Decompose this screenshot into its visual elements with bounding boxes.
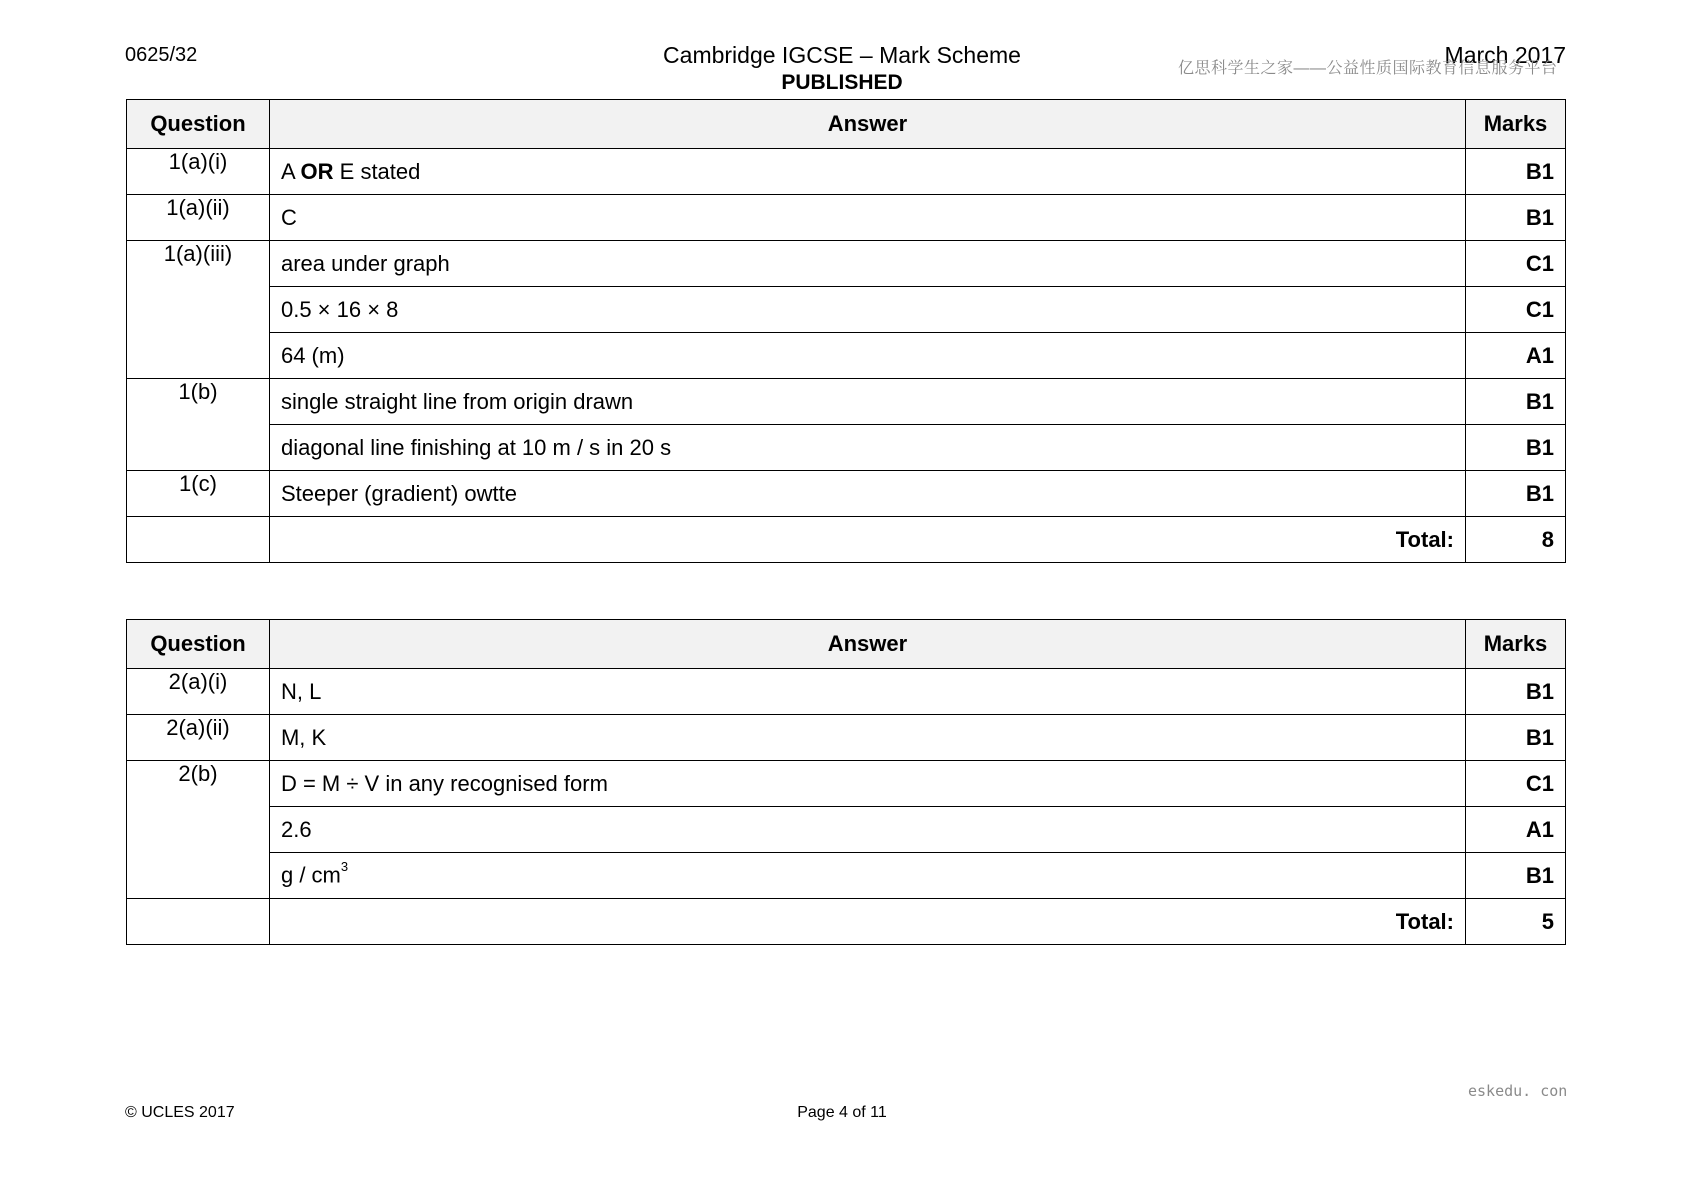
empty-cell (127, 899, 270, 945)
table-row (127, 471, 1566, 517)
question-number: 2(b) (127, 761, 270, 899)
table-header-row (127, 620, 1566, 669)
answer-cell (269, 149, 1465, 195)
answer-cell: Steeper (gradient) owtte (269, 471, 1465, 517)
table-row (127, 379, 1566, 425)
empty-cell (127, 517, 270, 563)
total-label: Total: (269, 899, 1465, 945)
document-title: Cambridge IGCSE – Mark Scheme (663, 42, 1021, 68)
answer-cell: C (269, 195, 1465, 241)
table-row (127, 807, 1566, 853)
column-header-question: Question (127, 100, 270, 149)
question-number: 1(b) (127, 379, 270, 471)
table-header-row (127, 100, 1566, 149)
watermark-site: eskedu. con (1468, 1082, 1568, 1100)
total-row (127, 899, 1566, 945)
table-row (127, 287, 1566, 333)
marks-cell: B1 (1466, 669, 1566, 715)
table-row (127, 853, 1566, 899)
question-number: 1(a)(i) (127, 149, 270, 195)
mark-scheme-table-1 (126, 99, 1566, 563)
marks-cell: B1 (1466, 379, 1566, 425)
answer-emphasis: OR (300, 158, 334, 184)
marks-cell: B1 (1466, 195, 1566, 241)
marks-cell: B1 (1466, 149, 1566, 195)
marks-cell: C1 (1466, 761, 1566, 807)
answer-cell: area under graph (269, 241, 1465, 287)
column-header-question: Question (127, 620, 270, 669)
paper-code: 0625/32 (125, 44, 198, 66)
column-header-marks: Marks (1466, 620, 1566, 669)
table-row (127, 425, 1566, 471)
question-number: 1(a)(ii) (127, 195, 270, 241)
table-row (127, 333, 1566, 379)
marks-cell: C1 (1466, 241, 1566, 287)
answer-cell: M, K (269, 715, 1465, 761)
answer-cell (269, 853, 1465, 899)
column-header-marks: Marks (1466, 100, 1566, 149)
marks-cell: B1 (1466, 853, 1566, 899)
superscript: 3 (340, 859, 349, 875)
marks-cell: A1 (1466, 333, 1566, 379)
column-header-answer: Answer (269, 100, 1465, 149)
answer-text: g / cm (280, 862, 341, 888)
total-label: Total: (269, 517, 1465, 563)
table-row (127, 761, 1566, 807)
table-row (127, 241, 1566, 287)
answer-cell: diagonal line finishing at 10 m / s in 20 s (269, 425, 1465, 471)
answer-cell: 0.5 × 16 × 8 (269, 287, 1465, 333)
page-number: Page 4 of 11 (797, 1104, 887, 1121)
column-header-answer: Answer (269, 620, 1465, 669)
table-row (127, 195, 1566, 241)
watermark-text: 亿思科学生之家——公益性质国际教育信息服务平台 (1178, 60, 1558, 77)
question-number: 2(a)(ii) (127, 715, 270, 761)
marks-cell: C1 (1466, 287, 1566, 333)
answer-cell: 2.6 (269, 807, 1465, 853)
question-number: 1(a)(iii) (127, 241, 270, 379)
copyright: © UCLES 2017 (125, 1104, 235, 1121)
question-number: 1(c) (127, 471, 270, 517)
answer-cell: N, L (269, 669, 1465, 715)
answer-cell: 64 (m) (269, 333, 1465, 379)
exam-date: March 2017 (1444, 42, 1566, 68)
marks-cell: A1 (1466, 807, 1566, 853)
published-label: PUBLISHED (781, 71, 903, 94)
total-value: 5 (1466, 899, 1566, 945)
marks-cell: B1 (1466, 715, 1566, 761)
table-row (127, 149, 1566, 195)
marks-cell: B1 (1466, 425, 1566, 471)
question-number: 2(a)(i) (127, 669, 270, 715)
marks-cell: B1 (1466, 471, 1566, 517)
answer-text: A (280, 158, 301, 184)
table-row (127, 669, 1566, 715)
total-value: 8 (1466, 517, 1566, 563)
table-row (127, 715, 1566, 761)
mark-scheme-table-2 (126, 619, 1566, 945)
answer-cell: D = M ÷ V in any recognised form (269, 761, 1465, 807)
answer-text: E stated (333, 158, 421, 184)
total-row (127, 517, 1566, 563)
answer-cell: single straight line from origin drawn (269, 379, 1465, 425)
